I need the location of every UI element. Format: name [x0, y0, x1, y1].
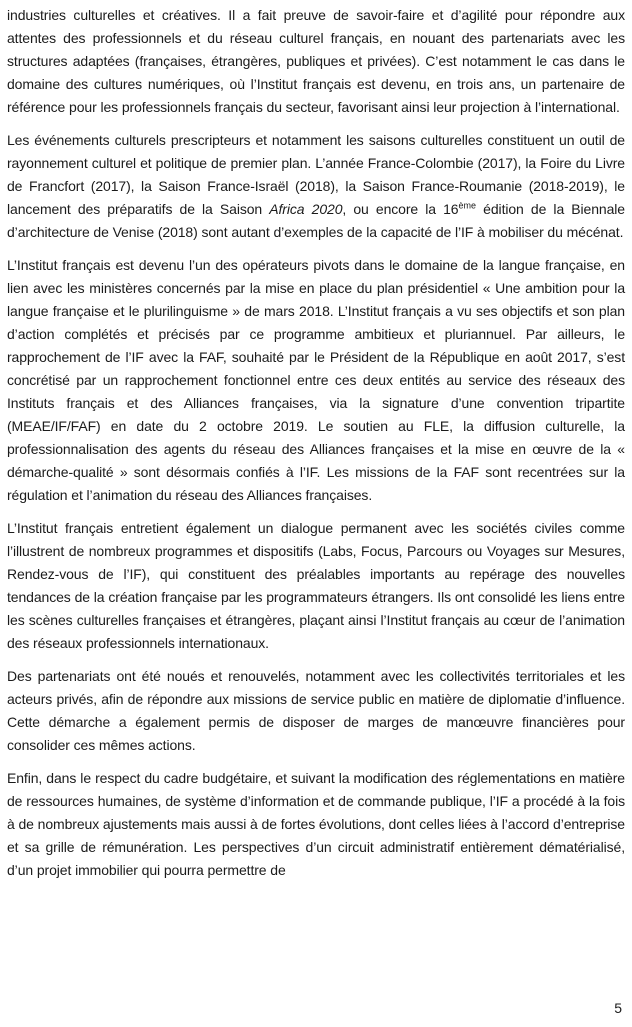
page-number: 5 — [614, 1000, 622, 1016]
paragraph-4: L’Institut français entretient également un dialogue permanent avec les sociétés civiles comme l’illustrent de nombreux programmes et dispositifs (Labs, Focus, Parcours ou Voyages sur Mesures, Rendez-vous de l’IF), qui constituent des préalables importants au repérage des nouvelles tendances de la création française par les programmateurs étrangers. Ils ont consolidé les liens entre les scènes culturelles françaises et étrangères, plaçant ainsi l’Institut français au cœur de l’animation des réseaux professionnels internationaux. — [7, 520, 625, 651]
paragraph-2 — [7, 129, 625, 244]
paragraph-2-segment-2: , ou encore la 16 — [342, 201, 459, 217]
paragraph-1: industries culturelles et créatives. Il a fait preuve de savoir-faire et d’agilité pour répondre aux attentes des professionnels et du réseau culturel français, en nouant des partenariats avec les structures adaptées (françaises, étrangères, publiques et privées). C’est notamment le cas dans le domaine des cultures numériques, où l’Institut français est devenu, en trois ans, un partenaire de référence pour les professionnels français du secteur, favorisant ainsi leur projection à l’international. — [7, 7, 625, 115]
paragraph-2-segment-1: Les événements culturels prescripteurs et notamment les saisons culturelles constituent un outil de rayonnement culturel et politique de premier plan. L’année France-Colombie (2017), la Foire du Livre de Francfort (2017), la Saison France-Israël (2018), la Saison France-Roumanie (2018-2019), le lancement des préparatifs de la Saison — [7, 132, 625, 217]
paragraph-3: L’Institut français est devenu l’un des opérateurs pivots dans le domaine de la langue française, en lien avec les ministères concernés par la mise en place du plan présidentiel « Une ambition pour la langue française et le plurilinguisme » de mars 2018. L’Institut français a vu ses objectifs et son plan d’action complétés et précisés par ce programme ambitieux et pluriannuel. Par ailleurs, le rapprochement de l’IF avec la FAF, souhaité par le Président de la République en août 2017, s’est concrétisé par un rapprochement fonctionnel entre ces deux entités au service des réseaux des Instituts français et des Alliances françaises, via la signature d’une convention tripartite (MEAE/IF/FAF) en date du 2 octobre 2019. Le soutien au FLE, la diffusion culturelle, la professionnalisation des agents du réseau des Alliances françaises et la mise en œuvre de la « démarche-qualité » sont désormais confiés à l’IF. Les missions de la FAF sont recentrées sur la régulation et l’animation du réseau des Alliances françaises. — [7, 257, 625, 503]
paragraph-6: Enfin, dans le respect du cadre budgétaire, et suivant la modification des réglementations en matière de ressources humaines, de système d’information et de commande publique, l’IF a procédé à la fois à de nombreux ajustements mais aussi à de fortes évolutions, dont celles liées à l’accord d’entreprise et sa grille de rémunération. Les perspectives d’un circuit administratif entièrement dématérialisé, d’un projet immobilier qui pourra permettre de — [7, 770, 625, 878]
ordinal-superscript: ème — [458, 200, 477, 211]
paragraph-2-segment-3: édition de la Biennale d’architecture de Venise (2018) sont autant d’exemples de la capacité de l’IF à mobiliser du mécénat. — [7, 201, 625, 240]
paragraph-5: Des partenariats ont été noués et renouvelés, notamment avec les collectivités territoriales et les acteurs privés, afin de répondre aux missions de service public en matière de diplomatie d’influence. Cette démarche a également permis de disposer de marges de manœuvre financières pour consolider ces mêmes actions. — [7, 668, 625, 753]
saison-africa-2020-italic: Africa 2020 — [269, 201, 343, 217]
